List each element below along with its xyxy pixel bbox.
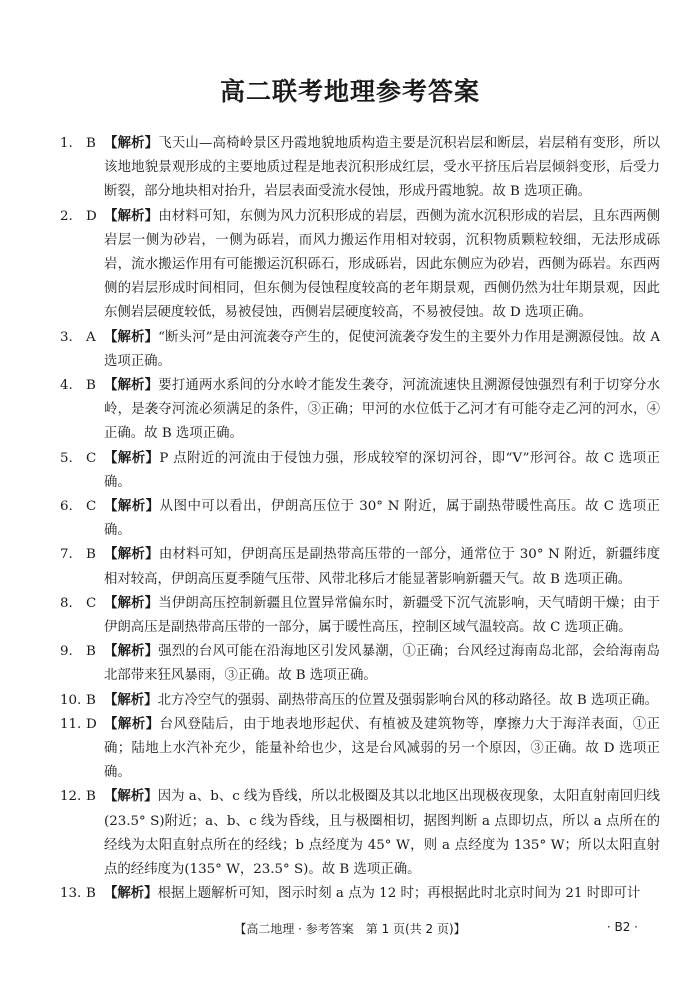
answer-explanation bbox=[104, 640, 660, 688]
answer-item bbox=[60, 592, 660, 640]
answer-item bbox=[60, 205, 660, 326]
answer-item bbox=[60, 495, 660, 543]
answer-explanation bbox=[104, 132, 660, 205]
question-number: 9. bbox=[60, 644, 73, 660]
explanation-tag: 【解析】 bbox=[104, 789, 158, 805]
answer-explanation bbox=[104, 592, 660, 640]
answer-letter: D bbox=[86, 208, 97, 224]
answer-letter: D bbox=[86, 716, 97, 732]
answer-list bbox=[60, 132, 660, 907]
answer-item bbox=[60, 326, 660, 374]
explanation-text: “断头河”是由河流袭夺产生的，促使河流袭夺发生的主要外力作用是溯源侵蚀。故 A 选项正确。 bbox=[104, 329, 660, 369]
explanation-tag: 【解析】 bbox=[104, 716, 160, 732]
question-number: 7. bbox=[60, 547, 73, 563]
explanation-text: 要打通两水系间的分水岭才能发生袭夺，河流流速快且溯源侵蚀强烈有利于切穿分水岭，是袭夺河流必须满足的条件，③正确；甲河的水位低于乙河才有可能夺走乙河的河水，④正确。故 B 选项正确。 bbox=[104, 378, 661, 442]
explanation-tag: 【解析】 bbox=[104, 208, 159, 224]
answer-letter: B bbox=[86, 378, 96, 394]
answer-letter: B bbox=[86, 644, 96, 660]
explanation-text: 飞天山—高椅岭景区丹霞地貌地质构造主要是沉积岩层和断层，岩层稍有变形，所以该地地貌景观形成的主要地质过程是地表沉积形成红层，受水平挤压后岩层倾斜变形，后受力断裂，部分地块相对抬升，岩层表面受流水侵蚀，形成丹霞地貌。故 B 选项正确。 bbox=[104, 136, 661, 200]
answer-letter: B bbox=[86, 886, 96, 902]
footer-page-info: 【高二地理 · 参考答案 第 1 页(共 2 页)】 bbox=[234, 922, 466, 936]
answer-explanation bbox=[104, 543, 660, 591]
explanation-tag: 【解析】 bbox=[104, 378, 159, 394]
answer-letter: B bbox=[86, 692, 96, 708]
explanation-tag: 【解析】 bbox=[104, 595, 159, 611]
page-title: 高二联考地理参考答案 bbox=[219, 77, 480, 106]
explanation-tag: 【解析】 bbox=[104, 450, 160, 466]
explanation-text: P 点附近的河流由于侵蚀力强，形成较窄的深切河谷，即“V”形河谷。故 C 选项正确。 bbox=[104, 450, 660, 490]
answer-explanation bbox=[104, 495, 660, 543]
explanation-text: 因为 a、b、c 线为昏线，所以北极圈及其以北地区出现极夜现象，太阳直射南回归线(23.5° S)附近；a、b、c 线为昏线，且与极圈相切，据图判断 a 点即切点，所以 a 点所在的经线为太阳直射点所在的经线；b 点经度为 45° W，则 a 点经度为 135° W；所以太阳直射点的经纬度为(135° W，23.5° S)。故 B 选项正确。 bbox=[104, 789, 660, 878]
answer-letter: B bbox=[86, 136, 96, 151]
answer-explanation bbox=[104, 785, 660, 882]
answer-item bbox=[60, 882, 660, 906]
question-number: 11. bbox=[60, 716, 82, 732]
answer-explanation bbox=[104, 205, 660, 326]
answer-item bbox=[60, 447, 660, 495]
explanation-text: 强烈的台风可能在沿海地区引发风暴潮，①正确；台风经过海南岛北部，会给海南岛北部带来狂风暴雨，③正确。故 B 选项正确。 bbox=[104, 644, 661, 684]
answer-letter: C bbox=[86, 450, 97, 466]
question-number: 1. bbox=[60, 136, 73, 151]
answer-item bbox=[60, 132, 660, 205]
explanation-tag: 【解析】 bbox=[104, 499, 160, 515]
answer-explanation bbox=[104, 326, 660, 374]
answer-letter: A bbox=[86, 329, 96, 345]
explanation-text: 根据上题解析可知，图示时刻 a 点为 12 时；再根据此时北京时间为 21 时即可计 bbox=[157, 886, 641, 902]
question-number: 6. bbox=[60, 499, 73, 515]
answer-explanation bbox=[104, 713, 660, 786]
question-number: 4. bbox=[60, 378, 73, 394]
explanation-tag: 【解析】 bbox=[104, 329, 159, 345]
question-number: 10. bbox=[60, 692, 82, 708]
explanation-tag: 【解析】 bbox=[104, 547, 159, 563]
explanation-tag: 【解析】 bbox=[104, 886, 158, 902]
explanation-tag: 【解析】 bbox=[104, 692, 158, 708]
explanation-tag: 【解析】 bbox=[104, 136, 159, 151]
question-number: 13. bbox=[60, 886, 82, 902]
answer-explanation bbox=[104, 689, 660, 713]
answer-letter: B bbox=[86, 789, 96, 805]
answer-item bbox=[60, 543, 660, 591]
explanation-tag: 【解析】 bbox=[104, 644, 159, 660]
answer-letter: C bbox=[86, 595, 97, 611]
question-number: 8. bbox=[60, 595, 73, 611]
question-number: 2. bbox=[60, 208, 73, 224]
answer-item bbox=[60, 785, 660, 882]
answer-item bbox=[60, 640, 660, 688]
answer-letter: C bbox=[86, 499, 97, 515]
explanation-text: 当伊朗高压控制新疆且位置异常偏东时，新疆受下沉气流影响，天气晴朗干燥；由于伊朗高压是副热带高压带的一部分，属于暖性高压，控制区域气温较高。故 C 选项正确。 bbox=[104, 595, 661, 636]
answer-item bbox=[60, 374, 660, 447]
question-number: 5. bbox=[60, 450, 73, 466]
explanation-text: 由材料可知，东侧为风力沉积形成的岩层，西侧为流水沉积形成的岩层，且东西两侧岩层一侧为砂岩，一侧为砾岩，而风力搬运作用相对较弱，沉积物质颗粒较细，无法形成砾岩，流水搬运作用有可能搬运沉积砾石，形成砾岩，因此东侧应为砂岩，西侧为砾岩。东西两侧的岩层形成时间相同，但东侧为侵蚀程度较高的老年期景观，西侧仍然为壮年期景观，因此东侧岩层硬度较低，易被侵蚀，西侧岩层硬度较高，不易被侵蚀。故 D 选项正确。 bbox=[104, 208, 661, 321]
footer-code: · B2 · bbox=[606, 920, 638, 934]
answer-letter: B bbox=[86, 547, 96, 563]
question-number: 3. bbox=[60, 329, 73, 345]
explanation-text: 台风登陆后，由于地表地形起伏、有植被及建筑物等，摩擦力大于海洋表面，①正确；陆地上水汽补充少，能量补给也少，这是台风减弱的另一个原因，③正确。故 D 选项正确。 bbox=[104, 716, 661, 781]
answer-explanation bbox=[104, 447, 660, 495]
answer-item bbox=[60, 713, 660, 786]
question-number: 12. bbox=[60, 789, 82, 805]
explanation-text: 由材料可知，伊朗高压是副热带高压带的一部分，通常位于 30° N 附近，新疆纬度相对较高，伊朗高压夏季随气压带、风带北移后才能显著影响新疆天气。故 B 选项正确。 bbox=[104, 547, 661, 587]
explanation-text: 从图中可以看出，伊朗高压位于 30° N 附近，属于副热带暖性高压。故 C 选项正确。 bbox=[104, 499, 660, 539]
answer-explanation bbox=[104, 374, 660, 447]
explanation-text: 北方冷空气的强弱、副热带高压的位置及强弱影响台风的移动路径。故 B 选项正确。 bbox=[157, 692, 658, 708]
answer-item bbox=[60, 689, 660, 713]
answer-explanation bbox=[104, 882, 660, 906]
